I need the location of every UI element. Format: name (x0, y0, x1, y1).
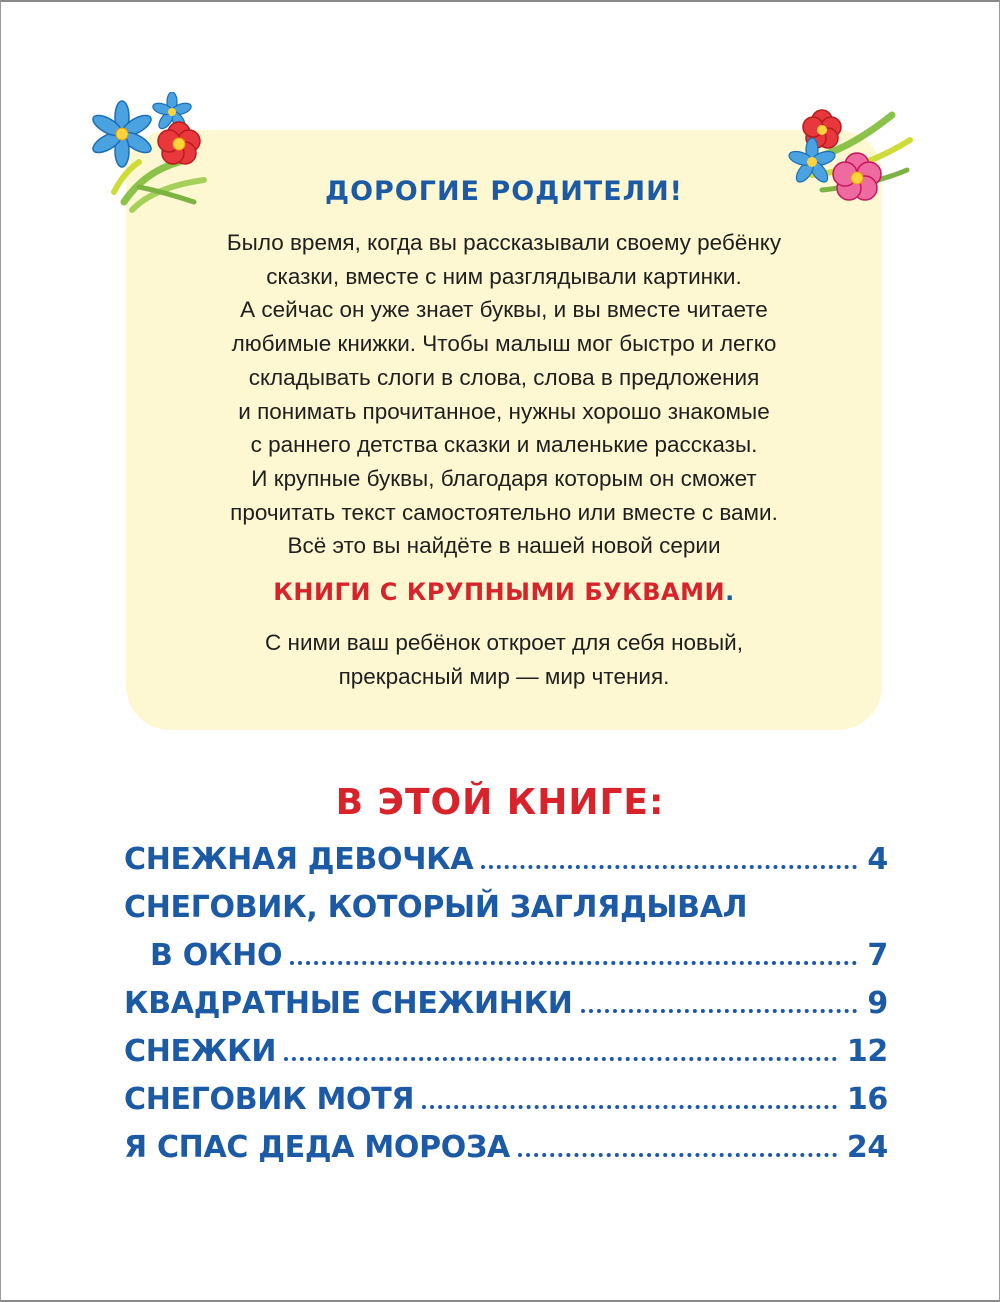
note-intro (126, 226, 882, 563)
note-line: Всё это вы найдёте в нашей новой серии (287, 533, 721, 559)
toc-entry[interactable] (124, 1034, 888, 1074)
note-line: складывать слоги в слова, слова в предложения (248, 364, 760, 390)
series-name-text: КНИГИ С КРУПНЫМИ БУКВАМИ (273, 578, 726, 606)
toc-leader-dots (481, 865, 857, 869)
toc-entry-title: СНЕЖНАЯ ДЕВОЧКА (124, 842, 474, 877)
toc-entry-title: Я СПАС ДЕДА МОРОЗА (124, 1130, 510, 1165)
toc-entry-title: В ОКНО (150, 938, 283, 973)
note-title: ДОРОГИЕ РОДИТЕЛИ! (325, 176, 683, 207)
note-line: с раннего детства сказки и маленькие рассказы. (250, 432, 758, 458)
note-line: прочитать текст самостоятельно или вместе с вами. (230, 499, 778, 525)
note-line: Было время, когда вы рассказывали своему ребёнку (226, 230, 782, 255)
note-line: И крупные буквы, благодаря которым он сможет (251, 465, 757, 491)
toc-leader-dots (290, 961, 857, 965)
toc-entry[interactable] (124, 986, 888, 1026)
toc-entry-page: 12 (846, 1034, 888, 1069)
note-line: любимые книжки. Чтобы малыш мог быстро и легко (231, 331, 777, 357)
toc-entry-title: СНЕЖКИ (124, 1034, 277, 1069)
toc-entry-title: КВАДРАТНЫЕ СНЕЖИНКИ (124, 986, 573, 1021)
toc-entry-page: 16 (846, 1082, 888, 1117)
toc-title: В ЭТОЙ КНИГЕ: (335, 782, 665, 823)
toc-entry-title: СНЕГОВИК МОТЯ (124, 1082, 415, 1117)
note-line: прекрасный мир — мир чтения. (338, 663, 670, 689)
toc-entry-page: 7 (867, 938, 888, 973)
note-line: С ними ваш ребёнок откроет для себя новый, (265, 630, 743, 655)
series-name (126, 578, 882, 606)
toc-leader-dots (422, 1105, 837, 1109)
toc-entry-page: 24 (846, 1130, 888, 1165)
series-name-period: . (725, 578, 735, 606)
toc-entry[interactable] (124, 1130, 888, 1170)
toc-leader-dots (581, 1009, 858, 1013)
toc-entry[interactable] (124, 1082, 888, 1122)
toc-entry-page: 4 (867, 842, 888, 877)
note-line: сказки, вместе с ним разглядывали картинки. (266, 263, 742, 289)
toc-entry[interactable] (124, 842, 888, 882)
toc-entry[interactable] (150, 938, 888, 978)
toc-entry-title-line1[interactable]: СНЕГОВИК, КОТОРЫЙ ЗАГЛЯДЫВАЛ (124, 890, 748, 925)
toc-leader-dots (284, 1057, 837, 1061)
note-line: А сейчас он уже знает буквы, и вы вместе читаете (240, 297, 768, 323)
toc-entry-page: 9 (867, 986, 888, 1021)
note-outro (126, 626, 882, 693)
note-line: и понимать прочитанное, нужны хорошо знакомые (238, 398, 770, 424)
toc-leader-dots (518, 1153, 837, 1157)
